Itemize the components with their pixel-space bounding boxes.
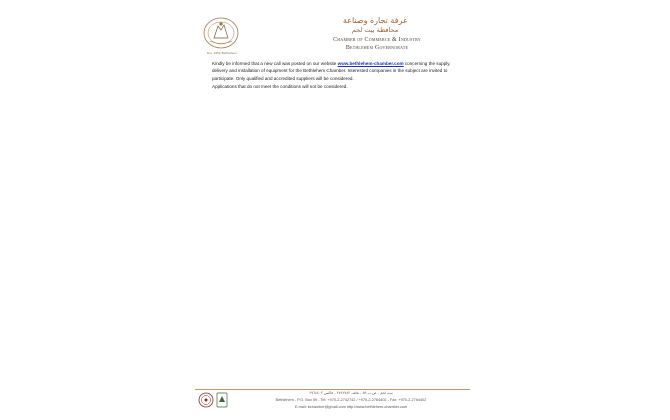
footer-address: Bethlehem - P.O. Box 59 - Tel: +970-2-2742742 / +970-2-2764402 - Fax: +970-2-2764402 (275, 398, 427, 402)
logo-caption: Est. 1952 Bethlehem (207, 51, 237, 55)
english-title-line2: Bethlehem Governorate (345, 45, 409, 51)
footer-contact: E-mail: bchamber@gmail.com http://www.bethlehem-chamber.com (294, 405, 408, 409)
website-link[interactable]: www.bethlehem-chamber.com (337, 61, 404, 66)
paragraph-2: Applications that do not meet the conditions will not be considered. (212, 84, 348, 90)
quality-mark-icon (216, 392, 228, 408)
paragraph-1-intro: Kindly be informed that a new call was posted on our website (212, 61, 337, 66)
paragraph-1-rest: concerning the supply, delivery and installation of equipment for the Bethlehem Chamber. Interested companies in the subject are invited to participate. Only qualified and accredited suppliers will be considered. (212, 61, 451, 81)
letter-body (212, 60, 462, 92)
seal-icon (198, 392, 214, 408)
footer-arabic-address: بيت لحم - ص.ب ٥٩ - هاتف ٢٧٤٢٧٤٢ - فاكس ٢٧٦٤٤٠٢ (309, 391, 393, 395)
letterhead (200, 14, 470, 56)
english-title-line1: Chamber of Commerce & Industry (333, 37, 421, 43)
paragraph-1 (212, 60, 462, 82)
arabic-title-line1: غرفة تجارة وصناعة (342, 16, 408, 25)
arabic-title-line2: محافظة بيت لحم (351, 26, 399, 34)
chamber-logo-icon (202, 16, 240, 50)
footer-divider (195, 389, 470, 390)
